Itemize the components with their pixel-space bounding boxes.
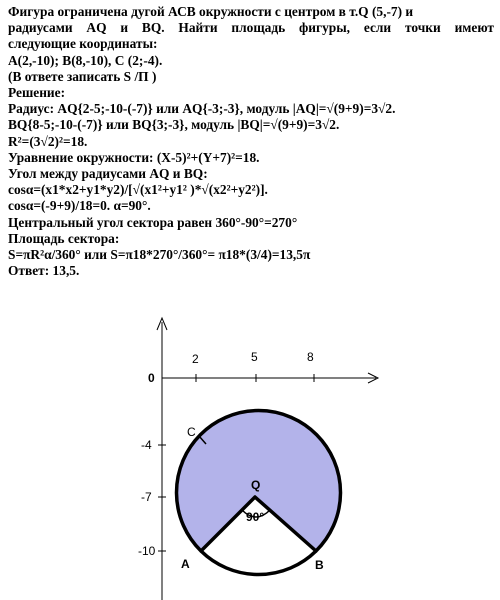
solution-line: Площадь сектора: <box>8 230 120 246</box>
point-c-label: C <box>187 425 196 439</box>
y-tick-label: -7 <box>141 490 152 504</box>
solution-line: Центральный угол сектора равен 360°-90°=270° <box>8 214 298 230</box>
geometry-figure <box>0 310 500 600</box>
solution-line: Уравнение окружности: (X-5)²+(Y+7)²=18. <box>8 149 260 165</box>
solution-line: S=πR²α/360° или S=π18*270°/360°= π18*(3/4)=13,5π <box>8 247 311 263</box>
solution-line: BQ{8-5;-10-(-7)} или BQ{3;-3}, модуль |BQ|=√(9+9)=3√2. <box>8 117 340 133</box>
point-q-label: Q <box>251 478 261 492</box>
y-tick-label: -4 <box>141 438 152 452</box>
problem-line: следующие координаты: <box>8 36 158 52</box>
solution-heading: Решение: <box>8 85 66 101</box>
problem-line: Фигура ограничена дугой АСВ окружности с центром в т.Q (5,-7) и <box>8 4 414 19</box>
lower-arc <box>201 551 316 575</box>
solution-line: cosα=(-9+9)/18=0. α=90°. <box>8 198 151 214</box>
angle-label: 90° <box>246 510 265 524</box>
solution-line: Угол между радиусами AQ и BQ: <box>8 166 208 182</box>
solution-line: Радиус: AQ{2-5;-10-(-7)} или AQ{-3;-3}, модуль |AQ|=√(9+9)=3√2. <box>8 101 396 117</box>
x-tick-label: 8 <box>307 350 314 364</box>
solution-line: Ответ: 13,5. <box>8 263 80 279</box>
point-b-label: B <box>315 558 324 572</box>
y-tick-label: 0 <box>148 371 155 385</box>
solution-line: R²=(3√2)²=18. <box>8 133 88 149</box>
problem-line: А(2,-10); В(8,-10), С (2;-4). <box>8 52 163 68</box>
solution-line: cosα=(x1*x2+y1*y2)/[√(x1²+y1² )*√(x2²+y2²)]. <box>8 182 268 198</box>
point-a-label: A <box>181 557 190 571</box>
x-tick-label: 5 <box>251 350 258 364</box>
problem-line: радиусами AQ и BQ. Найти площадь фигуры, если точки имеют <box>8 20 494 36</box>
problem-line: (В ответе записать S /П ) <box>8 68 157 84</box>
document-text <box>8 4 494 279</box>
figure-svg <box>0 310 500 600</box>
x-tick-label: 2 <box>192 352 199 366</box>
y-tick-label: -10 <box>138 544 156 558</box>
